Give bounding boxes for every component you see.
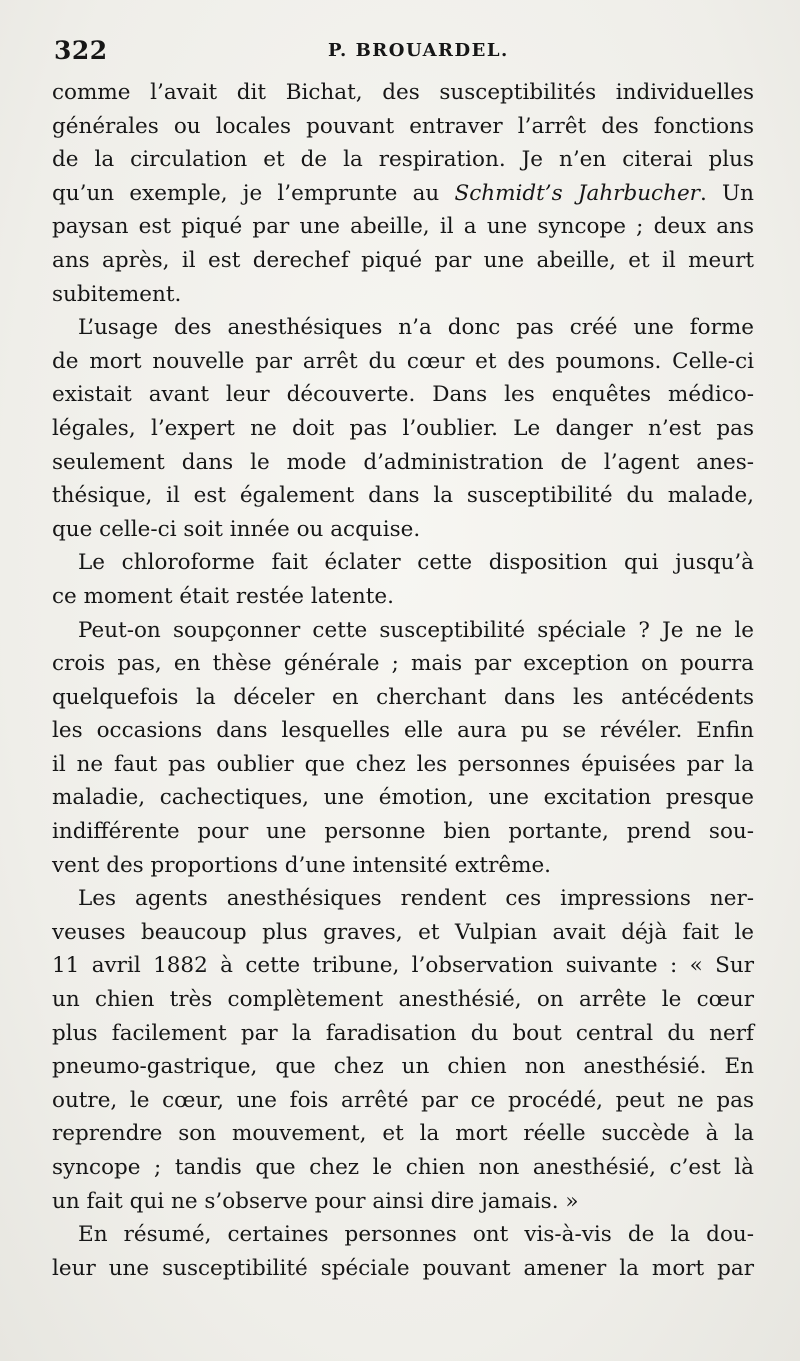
body-text (52, 76, 754, 1285)
text-line: Le chloroforme fait éclater cette disposition qui jusqu’à (78, 550, 754, 576)
text-line: ce moment était restée latente. (52, 583, 394, 609)
running-head: P. BROUARDEL. (328, 40, 509, 61)
text-line: reprendre son mouvement, et la mort réelle succède à la (52, 1121, 754, 1147)
text-line: plus facilement par la faradisation du bout central du nerf (52, 1020, 754, 1046)
text-line: leur une susceptibilité spéciale pouvant amener la mort par (52, 1255, 754, 1281)
text-line: thésique, il est également dans la susceptibilité du malade, (52, 483, 754, 509)
text-line: comme l’avait dit Bichat, des susceptibilités individuelles (52, 80, 754, 105)
text-line: pneumo-gastrique, que chez un chien non anesthésié. En (52, 1054, 754, 1080)
text-line: syncope ; tandis que chez le chien non anesthésié, c’est là (52, 1155, 754, 1180)
text-line: les occasions dans lesquelles elle aura pu se révéler. Enfin (52, 718, 754, 744)
text-line: de la circulation et de la respiration. Je n’en citerai plus (52, 147, 754, 173)
text-line: En résumé, certaines personnes ont vis-à-vis de la dou- (78, 1222, 754, 1248)
text-line: 11 avril 1882 à cette tribune, l’observation suivante : « Sur (52, 953, 754, 979)
text-line: veuses beaucoup plus graves, et Vulpian avait déjà fait le (52, 919, 754, 945)
text-line: quelquefois la déceler en cherchant dans les antécédents (52, 684, 754, 710)
text-line: de mort nouvelle par arrêt du cœur et des poumons. Celle-ci (52, 348, 754, 374)
text-segment: qu’un exemple, je l’emprunte au (52, 180, 455, 206)
text-segment: . Un (699, 180, 754, 206)
text-line: un fait qui ne s’observe pour ainsi dire jamais. » (52, 1188, 579, 1214)
text-line: indifférente pour une personne bien portante, prend sou- (52, 819, 754, 845)
text-line: paysan est piqué par une abeille, il a une syncope ; deux ans (52, 214, 754, 240)
text-line: Les agents anesthésiques rendent ces impressions ner- (78, 886, 754, 912)
text-line: générales ou locales pouvant entraver l’arrêt des fonctions (52, 113, 754, 139)
text-line: subitement. (52, 281, 182, 307)
text-line: L’usage des anesthésiques n’a donc pas créé une forme (78, 315, 754, 341)
page-number: 322 (54, 36, 108, 65)
journal-title: Schmidt’s Jahrbucher (454, 180, 700, 206)
text-line: outre, le cœur, une fois arrêté par ce procédé, peut ne pas (52, 1087, 754, 1113)
text-line (52, 177, 754, 211)
text-line: seulement dans le mode d’administration de l’agent anes- (52, 449, 754, 475)
text-line: il ne faut pas oublier que chez les personnes épuisées par la (52, 751, 754, 777)
page-header (54, 30, 754, 70)
text-line: existait avant leur découverte. Dans les enquêtes médico- (52, 382, 754, 408)
text-line: un chien très complètement anesthésié, on arrête le cœur (52, 987, 754, 1013)
text-line: que celle-ci soit innée ou acquise. (52, 516, 421, 542)
text-line: légales, l’expert ne doit pas l’oublier. Le danger n’est pas (52, 415, 754, 441)
text-line: maladie, cachectiques, une émotion, une excitation presque (52, 785, 754, 811)
text-line: Peut-on soupçonner cette susceptibilité spéciale ? Je ne le (78, 617, 754, 643)
text-line: ans après, il est derechef piqué par une abeille, et il meurt (52, 247, 754, 273)
text-line: vent des proportions d’une intensité extrême. (52, 852, 552, 878)
text-line: crois pas, en thèse générale ; mais par exception on pourra (52, 651, 754, 677)
